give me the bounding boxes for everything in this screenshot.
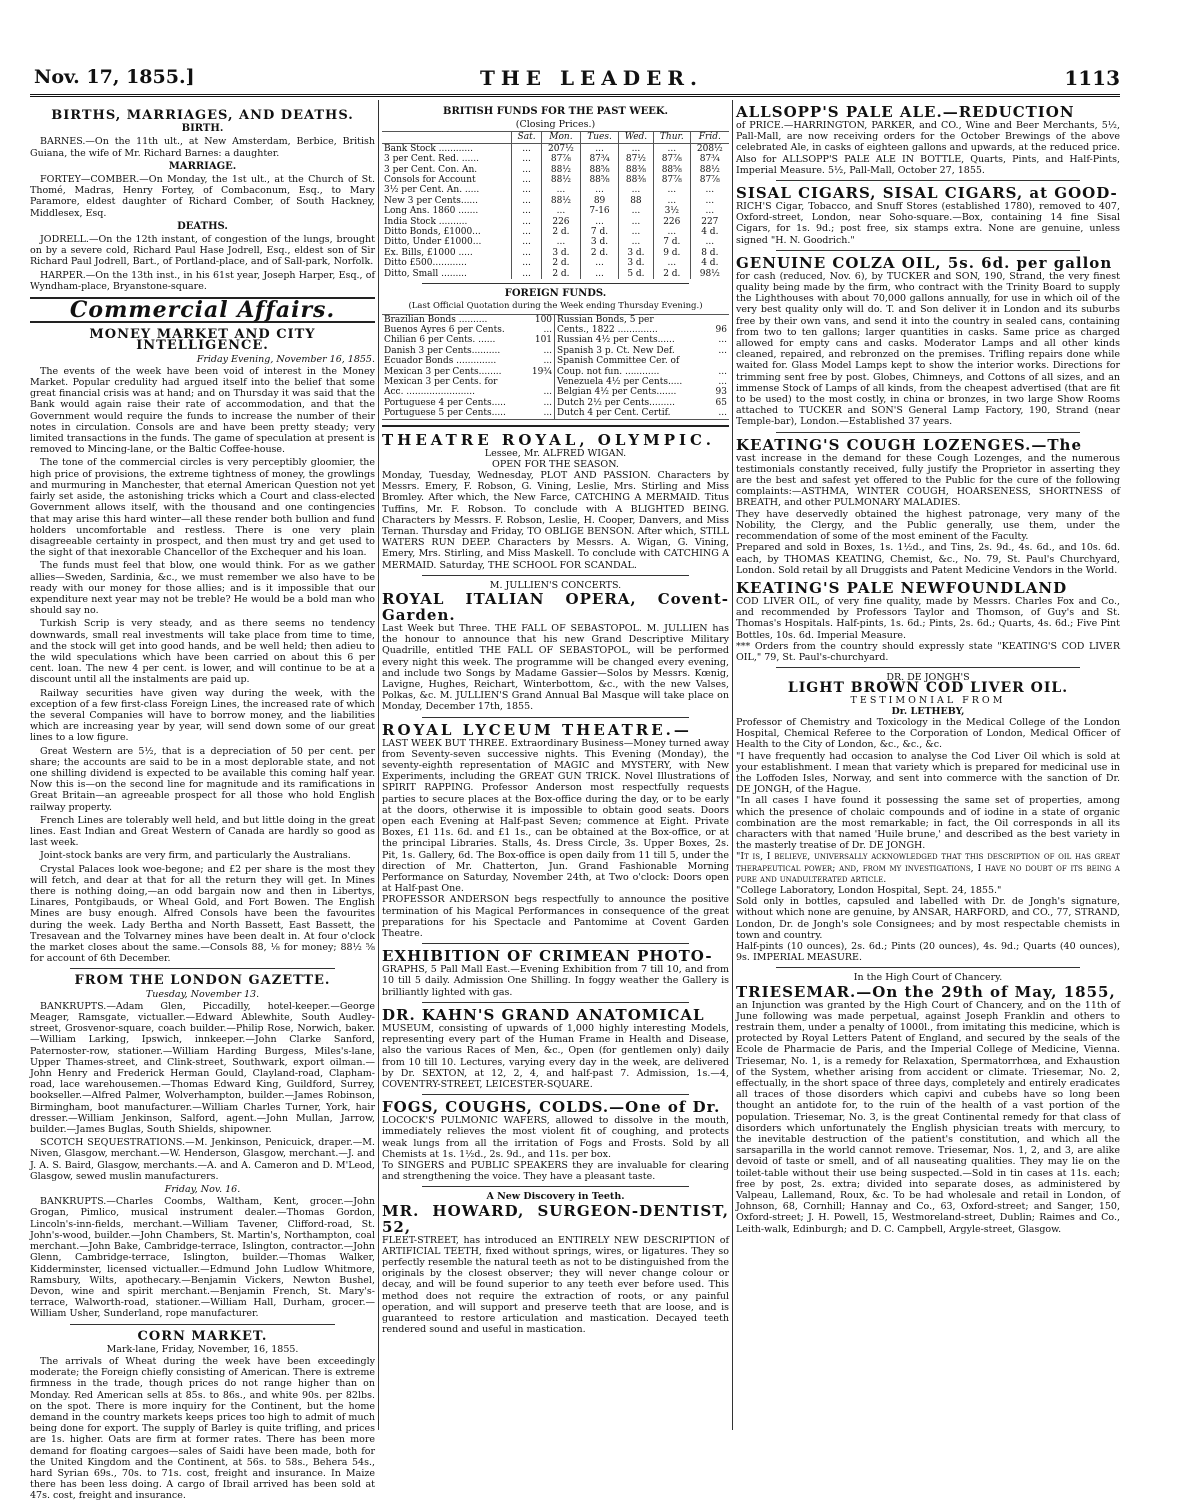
ad-howard [382, 1203, 729, 1336]
ad-text: Half-pints (10 ounces), 2s. 6d.; Pints (20 ounces), 4s. 9d.; Quarts (40 ounces), 9s. IMPERIAL MEASURE. [736, 941, 1120, 964]
ad-olympic [382, 432, 729, 571]
table-cell: Russian Bonds, 5 per [557, 314, 654, 325]
table-cell: ... [653, 143, 690, 154]
table-row [382, 217, 729, 227]
paragraph: The events of the week have been void of interest in the Money Market. Popular credulity had argued itself into the belief that some great financial crisis was at hand; and on Thursday it was said that the Bank would again raise their rate of accommodation, and that the Government would require the funds to increase the number of their notes in circulation. Consols are and have been pretty steady; very limited transactions in the funds. The game of speculation at present is removed to Mincing-lane, or the Baltic Coffee-house. [30, 365, 375, 456]
section-title: BIRTHS, MARRIAGES, AND DEATHS. [51, 108, 354, 123]
divider [776, 432, 1080, 433]
paragraph: The arrivals of Wheat during the week have been exceedingly moderate; the Foreign chiefly consisting of American. There is extreme firmness in the trade, though prices do not range higher than on Monday. Red American sells at 85s. to 86s., and white 90s. per 82lbs. on the spot. There is more inquiry for the Continent, but the home demand in the country markets keeps prices too high to admit of much being done for export. The supply of Barley is quite trifling, and prices are 1s. higher. Oats are firm at former rates. There has been more demand for floating cargoes—sales of Saidi have been made, both for the United Kingdom and the Continent, at 56s. to 58s., Behera 54s., hard Syrian 69s., 70s. to 71s. cost, freight and insurance. In Maize there has been less doing. A cargo of Ibrail arrived has been sold at 47s. cost, freight and insurance. [30, 1355, 375, 1502]
notice: FORTEY—COMBER.—On Monday, the 1st ult., at the Church of St. Thomé, Madras, Henry Fortey, of Combaconum, Esq., to Mary Paramore, eldest daughter of Richard Comber, of South Hackney, Middlesex, Esq. [30, 174, 375, 219]
ad-text: "In all cases I have found it possessing the same set of properties, among which the presence of cholaic compounds and of iodine in a state of organic combination are the most remarkable; in fact, the Oil corresponds in all its characters with that named 'Huile brune,' and described as the best variety in the masterly treatise of Dr. DE JONGH. [736, 795, 1120, 852]
table-cell: 3 d. [618, 258, 653, 268]
header-rule [30, 94, 1120, 97]
table-row [382, 196, 729, 206]
ad-allsopp [736, 104, 1120, 176]
column-left [30, 104, 375, 1504]
table-header-cell: Tues. [581, 132, 619, 143]
table-cell: Brazilian Bonds .......... [384, 314, 488, 325]
table-cell: 3 per Cent. Red. ...... [384, 154, 479, 165]
paragraph: Crystal Palaces look woe-begone; and £2 per share is the most they will fetch, and dear at that for all the return they will get. In Mines there is nothing doing,—an odd bargain now and then in Libertys, Linares, Pontgibauds, or Wheal Gold, and Fort Bowen. The English Mines are busy enough. Alfred Consols have been the favourites during the week. Lady Bertha and North Bassett, East Bassett, the Tresavean and the Tolvarney mines have been dealt in. At four o'clock the market closes about the same.—Consols 88, ⅛ for money; 88½ ⅝ for account of 6th December. [30, 863, 375, 965]
ad-heading: LIGHT BROWN COD LIVER OIL. [787, 680, 1069, 697]
paragraph: Railway securities have given way during the week, with the exception of a few first-class Foreign Lines, the increased rate of which the several Companies will have to borrow money, and the liabilities which are increasing year by year, will send down some of our great lines to a low figure. [30, 687, 375, 744]
table-cell: 100 [528, 314, 555, 325]
paragraph: Turkish Scrip is very steady, and as there seems no tendency downwards, small real investments will take place from time to time, and the stock will get into good hands, and be well held; then adieu to the wild speculations which have been carried on about this 6 per cent. loan. The new 4 per cent. is lower, and will continue to be at a discount until all the instalments are paid up. [30, 618, 375, 686]
table-row [382, 325, 729, 335]
divider [382, 425, 729, 427]
table-cell: ... [653, 196, 690, 206]
table-cell: 227 [690, 217, 729, 227]
table-cell: 88½ [690, 165, 729, 175]
table-cell: 88½ [541, 175, 580, 185]
table-cell: ... [528, 408, 555, 419]
ad-sisal [736, 185, 1120, 246]
ad-opera [382, 591, 729, 713]
dateline: Mark-lane, Friday, November, 16, 1855. [106, 1343, 299, 1355]
table-cell: ... [541, 206, 580, 216]
ad-triesemar [736, 984, 1120, 1235]
table-cell: ... [690, 206, 729, 216]
ad-text: FLEET-STREET, has introduced an ENTIRELY NEW DESCRIPTION of ARTIFICIAL TEETH, fixed without springs, wires, or ligatures. They so perfectly resemble the natural teeth as not to be distinguished from the originals by the closest observer; they will never change colour or decay, and will be found superior to any teeth ever before used. This method does not require the extraction of roots, or any painful operation, and will support and preserve teeth that are loose, and is guaranteed to restore articulation and mastication. Decayed teeth rendered sound and useful in mastication. [382, 1234, 729, 1336]
paragraph: BANKRUPTS.—Charles Coombs, Waltham, Kent, grocer.—John Grogan, Pimlico, musical instrument dealer.—Thomas Gordon, Lincoln's-inn-fields, merchant.—William Tavener, Clifford-road, St. John's-wood, builder.—John Chambers, St. Martin's, Northampton, coal merchant.—John Bake, Cambridge-terrace, Islington, contractor.—John Glenn, Cambridge-terrace, Islington, builder.—Thomas Walker, Kidderminster, licensed victualler.—Edmund John Ludlow Whitmore, Ramsbury, Wilts, apothecary.—Benjamin Vickers, Newton Bushel, Devon, wine and spirit merchant.—Benjamin French, St. Mary's-terrace, Walworth-road, stationer.—William Hall, Durham, grocer.—William Usher, Sunderland, rope manufacturer. [30, 1196, 375, 1320]
table-cell: 88 [618, 196, 653, 206]
table-cell: ... [512, 175, 541, 185]
column-divider [378, 100, 379, 1430]
paragraph: BANKRUPTS.—Adam Glen, Piccadilly, hotel-keeper.—George Meager, Ramsgate, victualler.—Edward Ablewhite, South Audley-street, Grosvenor-square, coach builder.—Philip Rose, Norwich, baker.—William Larking, Ipswich, innkeeper.—John Clarke Sanford, Paternoster-row, stationer.—William Harding Burgess, Miles's-lane, Upper Thames-street, and Clink-street, Southwark, export oilman.—John Henry and Frederick Herman Gould, Clayland-road, Clapham-road, lace warehousemen.—Thomas Edward King, Guildford, Surrey, bookseller.—Alfred Palmer, Wolverhampton, builder.—James Robinson, Birmingham, boot manufacturer.—William Charles Turner, York, hair dresser.—William Jenkinson, Salford, agent.—John Mullan, Jarrow, builder.—James Buglas, South Shields, shipowner. [30, 1000, 375, 1136]
subhead: DEATHS. [177, 220, 228, 232]
table-row [382, 237, 729, 247]
divider [776, 667, 1080, 668]
ad-text: LAST WEEK BUT THREE. Extraordinary Business—Money turned away from Seventy-seven successive nights. This Evening (Monday), the seventy-eighth representation of MAGIC and MYSTERY, with New Experiments, including the GREAT GUN TRICK. Novel Illustrations of SPIRIT RAPPING. Professor Anderson most respectfully requests parties to secure places at the Box-office during the day, or to be early at the doors, otherwise it is impossible to obtain good seats. Doors open each Evening at Half-past Seven; commence at Eight. Private Boxes, £1 11s. 6d. and £1 1s., can be obtained at the Box-office, or at the principal Libraries. Stalls, 4s. Dress Circle, 3s. Upper Boxes, 2s. Pit, 1s. Gallery, 6d. The Box-office is open daily from 11 till 5, under the direction of Mr. Chatterton, Jun. Grand Fashionable Morning Performance on Saturday, November 24th, at Two o'clock: Doors open at Half-past One. [382, 737, 729, 895]
table-cell: Spanish Committee Cer. of [557, 356, 680, 367]
ad-heading: ROYAL ITALIAN OPERA, Covent-Garden. [382, 590, 729, 624]
table-cell: ... [512, 196, 541, 206]
table-cell: ... [653, 185, 690, 195]
table-cell: 87¾ [690, 154, 729, 164]
table-cell: ... [512, 154, 541, 164]
table-cell: 2 d. [653, 269, 690, 279]
table-cell: 3 d. [581, 237, 619, 247]
table-cell: Chilian 6 per Cents. ...... [384, 335, 496, 346]
table-row [382, 206, 729, 216]
table-cell: ... [512, 217, 541, 227]
ad-heading: MR. HOWARD, SURGEON-DENTIST, 52, [382, 1201, 729, 1236]
notice: HARPER.—On the 13th inst., in his 61st year, Joseph Harper, Esq., of Wyndham-place, Bryanstone-square. [30, 269, 375, 292]
table-row [382, 269, 729, 279]
ad-text: Professor of Chemistry and Toxicology in the Medical College of the London Hospital, Chemical Referee to the Corporation of London, Medical Officer of Health to the City of London, &c., &c., &c. [736, 716, 1120, 751]
divider [422, 943, 689, 944]
ad-text: PROFESSOR ANDERSON begs respectfully to announce the positive termination of his Magical Performances in consequence of the great preparations for his Spectacle and Pantomime at Covent Garden Theatre. [382, 894, 729, 940]
table-cell: 8 d. [690, 248, 729, 258]
table-cell: Ditto, Under £1000... [384, 237, 482, 248]
table-cell: 89 [581, 196, 619, 206]
section-title: CORN MARKET. [137, 1328, 268, 1344]
table-cell: Mexican 3 per Cents. for [384, 376, 498, 387]
table-cell: 88⅜ [618, 165, 653, 175]
ad-text: MUSEUM, consisting of upwards of 1,000 highly interesting Models, representing every part of the Human Frame in Health and Disease, also the various Races of Men, &c., Open (for gentlemen only) daily from 10 till 10. Lectures, varying every day in the week, are delivered by Dr. SEXTON, at 12, 2, 4, and half-past 7. Admission, 1s.—4, COVENTRY-STREET, LEICESTER-SQUARE. [382, 1022, 729, 1090]
table-cell: Danish 3 per Cents.......... [384, 345, 501, 356]
table-cell: New 3 per Cents...... [384, 195, 479, 206]
dateline: Friday Evening, November 16, 1855. [196, 353, 375, 365]
table-row [382, 258, 729, 268]
table-cell: ... [581, 143, 619, 154]
table-cell: Acc. ........................ [384, 387, 475, 398]
table-cell: 3 per Cent. Con. An. [384, 164, 478, 175]
table-cell: ... [512, 269, 541, 279]
british-funds-table [382, 131, 729, 279]
ad-text: an Injunction was granted by the High Court of Chancery, and on the 11th of June following was made perpetual, against Joseph Franklin and others to restrain them, under a penalty of 1000l., from imitating this medicine, which is protected by Royal Letters Patent of England, and secured by the seals of the Ecole de Pharmacie de Paris, and the Imperial College of Medicine, Vienna. Triesemar, No. 1, is a remedy for Relaxation, Spermatorrhœa, and Exhaustion of the System, whether arising from accident or climate. Triesemar, No. 2, effectually, in the short space of three days, completely and entirely eradicates all traces of those disorders which capivi and cubebs have so long been thought an antidote for, to the ruin of the health of a vast portion of the population. Triesemar, No. 3, is the great Continental remedy for that class of disorders which unfortunately the English physician treats with mercury, to the inevitable destruction of the patient's constitution, and which all the sarsaparilla in the world cannot remove. Triesemar, Nos. 1, 2, and 3, are alike devoid of taste or smell, and of all nauseating qualities. They may lie on the toilet-table without their use being suspected.—Sold in tin cases at 11s. each; free by post, 2s. extra; divided into separate doses, as administered by Valpeau, Lallemand, Roux, &c. To be had wholesale and retail in London, of Johnson, 68, Cornhill; Hannay and Co., 63, Oxford-street; and Sanger, 150, Oxford-street; J. H. Powell, 15, Westmoreland-street, Dublin; Raimes and Co., Leith-walk, Edinburgh; and D. C. Campbell, Argyle-street, Glasgow. [736, 999, 1120, 1235]
table-cell: ... [690, 237, 729, 247]
table-cell: ... [528, 346, 555, 356]
ad-label: In the High Court of Chancery. [853, 972, 1003, 984]
table-cell: 65 [715, 397, 727, 408]
table-cell: Ex. Bills, £1000 ..... [384, 247, 473, 258]
divider [422, 1186, 689, 1187]
ad-text: for cash (reduced, Nov. 6), by TUCKER and SON, 190, Strand, the very finest quality being made by the firm, who contract with the Trinity Board to supply the Lighthouses with about 70,000 gallons annually, for use in which oil of the very best quality only will do. T. and Son deliver it in London and its suburbs free by their own vans, and send it into the country in sealed cans, containing from two to ten gallons; larger quantities in casks. Same price as charged allowed for empty cans and casks. Moderator Lamps and all other kinds cleaned, repaired, and rebronzed on the premises. Trifling repairs done while waited for. Glass Model Lamps kept to show the interior works. Directions for trimming sent free by post. Globes, Chimneys, and Cottons of all sizes, and an immense Stock of Lamps of all kinds, from the cheapest advertised (that are fit to be used) to the most costly, in china or bronzes, in two large Show Rooms attached to TUCKER and SON'S General Lamp Factory, 190, Strand (near Temple-bar), London.—Established 37 years. [736, 270, 1120, 428]
table-cell: ... [618, 217, 653, 227]
divider [776, 250, 1080, 251]
table-cell: 93 [715, 387, 727, 398]
ad-heading: FOGS, COUGHS, COLDS.—One of Dr. [382, 1098, 721, 1117]
table-cell: ... [541, 237, 580, 247]
table-cell: Cents., 1822 .............. [557, 324, 658, 335]
page-number: 1113 [1064, 66, 1120, 90]
table-cell: 87½ [618, 154, 653, 164]
ad-label: DR. DE JONGH'S [886, 672, 970, 684]
table-cell: 5 d. [618, 269, 653, 279]
ad-line: OPEN FOR THE SEASON. [492, 458, 619, 470]
table-cell: ... [581, 185, 619, 195]
table-cell: 88½ [541, 196, 580, 206]
table-cell: ... [541, 185, 580, 195]
divider [776, 967, 1080, 968]
table-cell: 88½ [541, 165, 580, 175]
table-cell: ... [718, 345, 727, 356]
table-cell: 9 d. [653, 248, 690, 258]
table-cell: ... [528, 398, 555, 408]
ad-text: "College Laboratory, London Hospital, Sept. 24, 1855." [736, 884, 1002, 896]
table-header-cell [382, 132, 512, 143]
table-cell: ... [581, 269, 619, 279]
table-cell: ... [718, 408, 727, 419]
table-cell: 7-16 [581, 206, 619, 216]
paragraph: Great Western are 5½, that is a depreciation of 50 per cent. per share; the accounts are said to be in a most deplorable state, and not one shilling dividend is expected to be available this coming half year. Now this is—on the second line for magnitude and its ramifications in Great Britain—an agreeable prospect for all those who hold English railway property. [30, 745, 375, 813]
table-cell: 3 d. [541, 248, 580, 258]
table-row [382, 175, 729, 185]
table-cell: 226 [653, 217, 690, 227]
table-cell: Ditto, Small ......... [384, 268, 467, 279]
ad-text: Monday, Tuesday, Wednesday, PLOT AND PASSION. Characters by Messrs. Emery, F. Robson, G. Vining, Leslie, Mrs. Stirling and Miss Bromley. After which, the New Farce, CATCHING A MERMAID. Titus Tuffins, Mr. F. Robson. To conclude with A BLIGHTED BEING. Characters by Messrs. F. Robson, Leslie, H. Cooper, Danvers, and Miss Ternan. Thursday and Friday, TO OBLIGE BENSON. After which, STILL WATERS RUN DEEP. Characters by Messrs. A. Wigan, G. Vining, Emery, Mrs. Stirling, and Miss Maskell. To conclude with CATCHING A MERMAID. Saturday, THE SCHOOL FOR SCANDAL. [382, 469, 729, 571]
table-cell: Belgian 4½ per Cents....... [557, 387, 677, 398]
masthead-title: THE LEADER. [480, 66, 703, 90]
table-cell: ... [512, 206, 541, 216]
table-row [382, 387, 729, 397]
commercial-affairs-title: Commercial Affairs. [69, 297, 336, 324]
column-middle [382, 104, 729, 1339]
ad-text: They have deservedly obtained the highest patronage, very many of the Nobility, the Clergy, and the Public generally, use them, under the recommendation of some of the most eminent of the Faculty. [736, 508, 1120, 543]
table-row [382, 356, 729, 366]
table-cell: 3½ [653, 206, 690, 216]
ad-label: M. JULLIEN'S CONCERTS. [489, 579, 622, 591]
notice: JODRELL.—On the 12th instant, of congestion of the lungs, brought on by a severe cold, Richard Paul Hase Jodrell, Esq., eldest son of Sir Richard Paul Jodrell, Bart., of Portland-place, and of Sall-park, Norfolk. [30, 234, 375, 268]
table-cell: Ecuador Bonds .............. [384, 356, 497, 367]
ad-kahn [382, 1007, 729, 1090]
table-cell: Ditto £500............ [384, 258, 467, 269]
table-cell: India Stock .......... [384, 216, 468, 227]
table-cell: ... [690, 196, 729, 206]
ad-heading: GENUINE COLZA OIL, 5s. 6d. per gallon [736, 253, 1113, 272]
table-row [382, 398, 729, 408]
table-header-cell: Sat. [512, 132, 541, 143]
table-cell: Coup. not fun. ............ [557, 366, 660, 377]
ad-label: A New Discovery in Teeth. [486, 1191, 625, 1203]
paragraph: The funds must feel that blow, one would think. For as we gather allies—Sweden, Sardinia, &c., we must remember we also have to be ready with our money for those allies; and is it impossible that our expenditure next year may not be treble? He would be a bold man who should say no. [30, 560, 375, 617]
table-cell: 87⅞ [690, 175, 729, 185]
table-cell: ... [618, 206, 653, 216]
ad-newfoundland [736, 580, 1120, 663]
table-cell: Russian 4½ per Cents...... [557, 335, 675, 346]
table-cell: ... [528, 356, 555, 366]
table-header-cell: Mon. [541, 132, 580, 143]
ad-line: Lessee, Mr. ALFRED WIGAN. [484, 447, 627, 459]
table-cell [705, 356, 729, 366]
ad-heading: ROYAL LYCEUM THEATRE.— [382, 720, 692, 739]
table-header-cell: Wed. [618, 132, 653, 143]
ad-crimean [382, 948, 729, 998]
table-cell: 4 d. [690, 227, 729, 237]
table-row [382, 143, 729, 154]
table-header-cell: Frid. [690, 132, 729, 143]
table-cell: 7 d. [653, 237, 690, 247]
dateline: Friday, Nov. 16. [164, 1184, 241, 1196]
ad-fogs [382, 1099, 729, 1182]
table-cell: ... [512, 143, 541, 154]
divider [70, 1324, 335, 1325]
ad-heading: THEATRE ROYAL, OLYMPIC. [382, 430, 715, 449]
section-title: BRITISH FUNDS FOR THE PAST WEEK. [443, 106, 668, 117]
section-title: MONEY MARKET AND CITY INTELLIGENCE. [89, 327, 316, 354]
notice: BARNES.—On the 11th ult., at New Amsterdam, Berbice, British Guiana, the wife of Mr. Richard Barnes: a daughter. [30, 136, 375, 159]
table-cell: 2 d. [541, 269, 580, 279]
ad-label: Dr. LETHEBY, [891, 705, 965, 717]
ad-text: GRAPHS, 5 Pall Mall East.—Evening Exhibition from 7 till 10, and from 10 till 5 daily. Admission One Shilling. In foggy weather the Gallery is brilliantly lighted with gas. [382, 964, 729, 998]
table-cell: ... [618, 185, 653, 195]
ad-text: LOCOCK'S PULMONIC WAFERS, allowed to dissolve in the mouth, immediately relieves the most violent fit of coughing, and protects weak lungs from all the irritation of Fogs and Frosts. Sold by all Chemists at 1s. 1½d., 2s. 9d., and 11s. per box. [382, 1115, 729, 1160]
divider [422, 283, 689, 284]
table-cell: ... [528, 325, 555, 335]
ad-text: To SINGERS and PUBLIC SPEAKERS they are invaluable for clearing and strengthening the voice. They have a pleasant taste. [382, 1159, 729, 1183]
ad-heading: DR. KAHN'S GRAND ANATOMICAL [382, 1005, 705, 1024]
table-cell: 88⅜ [618, 175, 653, 185]
subtitle: (Last Official Quotation during the Week ending Thursday Evening.) [408, 301, 703, 312]
table-cell: ... [512, 248, 541, 258]
ad-heading: SISAL CIGARS, SISAL CIGARS, at GOOD- [736, 184, 1118, 203]
ad-heading: ALLSOPP'S PALE ALE.—REDUCTION [736, 103, 1075, 121]
table-cell: ... [512, 227, 541, 237]
table-cell: ... [690, 185, 729, 195]
table-cell: Dutch 4 per Cent. Certif. [557, 408, 671, 419]
table-row [382, 314, 729, 325]
table-cell: ... [581, 217, 619, 227]
ad-colza [736, 255, 1120, 428]
table-cell: Venezuela 4½ per Cents..... [557, 376, 683, 387]
table-cell: 96 [715, 324, 727, 335]
table-cell: 2 d. [541, 227, 580, 237]
divider [776, 180, 1080, 181]
section-title: FOREIGN FUNDS. [504, 288, 607, 300]
table-cell: 101 [528, 335, 555, 345]
ad-text: of PRICE.—HARRINGTON, PARKER, and CO., Wine and Beer Merchants, 5½, Pall-Mall, are now receiving orders for the October Brewings of the above celebrated Ale, in casks of eighteen gallons and upwards, at the reduced price. Also for ALLSOPP'S PALE ALE IN BOTTLE, Quarts, Pints, and Half-Pints, Imperial Measure. 5½, Pall-Mall, October 27, 1855. [736, 120, 1120, 176]
paragraph: Joint-stock banks are very firm, and particularly the Australians. [40, 850, 351, 862]
table-row [382, 377, 729, 387]
ad-text: COD LIVER OIL, of very fine quality, made by Messrs. Charles Fox and Co., and recommended by Professors Taylor and Thomson, of Guy's and St. Thomas's Hospitals. Half-pints, 1s. 6d.; Pints, 2s. 6d.; Quarts, 4s. 6d.; Five Pint Bottles, 10s. 6d. Imperial Measure. [736, 595, 1120, 641]
table-cell: 88⅝ [653, 165, 690, 175]
table-row [382, 346, 729, 356]
table-row [382, 408, 729, 419]
table-cell: Mexican 3 per Cents........ [384, 366, 502, 377]
subhead: BIRTH. [181, 123, 224, 135]
table-row [382, 367, 729, 377]
table-cell: Portuguese 5 per Cents..... [384, 408, 506, 419]
table-row [382, 185, 729, 195]
table-row [382, 248, 729, 258]
paragraph: French Lines are tolerably well held, and but little doing in the great lines. East Indian and Great Western of Canada are hardly so good as last week. [30, 814, 375, 849]
table-cell: ... [718, 376, 727, 387]
table-cell: 98½ [690, 269, 729, 279]
ad-heading: KEATING'S COUGH LOZENGES.—The [736, 435, 1083, 454]
ad-text: RICH'S Cigar, Tobacco, and Snuff Stores (established 1780), removed to 407, Oxford-street, London, near Soho-square.—Box, containing 14 fine Sisal Cigars, for 1s. 9d.; post free, six stamps extra. None are genuine, unless signed "H. N. Goodrich." [736, 201, 1120, 246]
table-cell: 208½ [690, 143, 729, 154]
table-cell: ... [653, 258, 690, 268]
ad-text: Last Week but Three. THE FALL OF SEBASTOPOL. M. JULLIEN has the honour to announce that his new Grand Descriptive Military Quadrille, entitled THE FALL OF SEBASTOPOL, will be performed every night this week. The programme will be changed every evening, and include two Songs by Madame Gassier—Solos by Messrs. Kœnig, Lavigne, Hughes, Reichart, Winterbottom, &c., with the new Valses, Polkas, &c. M. JULLIEN'S Grand Annual Bal Masque will take place on Monday, December 17th, 1855. [382, 623, 729, 713]
column-divider [732, 100, 733, 1430]
table-row [382, 227, 729, 237]
ad-label: TESTIMONIAL FROM [850, 694, 1006, 706]
table-cell: 3 d. [618, 248, 653, 258]
table-cell: 226 [541, 217, 580, 227]
table-cell: Dutch 2½ per Cents......... [557, 397, 675, 408]
table-cell: ... [618, 227, 653, 237]
table-cell: ... [512, 258, 541, 268]
table-cell: ... [618, 237, 653, 247]
table-cell: 3½ per Cent. An. ..... [384, 185, 480, 196]
dateline: Tuesday, November 13. [145, 988, 260, 1000]
ad-heading: TRIESEMAR.—On the 29th of May, 1855, [736, 982, 1116, 1001]
section-title: FROM THE LONDON GAZETTE. [74, 973, 331, 989]
divider [422, 1094, 689, 1095]
table-cell: ... [512, 237, 541, 247]
ad-text: Sold only in bottles, capsuled and labelled with Dr. de Jongh's signature, without which none are genuine, by ANSAR, HARFORD, and CO., 77, STRAND, London, Dr. de Jongh's sole Consignees; and by most respectable chemists in town and country. [736, 896, 1120, 941]
ad-lyceum [382, 722, 729, 940]
table-cell: 7 d. [581, 227, 619, 237]
table-cell: Buenos Ayres 6 per Cents. [384, 324, 505, 335]
ad-de-jongh [736, 672, 1120, 963]
paragraph: The tone of the commercial circles is very perceptibly gloomier, the high price of provisions, the extreme tightness of money, the growlings and murmuring in Manchester, that eternal American Question not yet fairly set aside, the astonishing tricks which a Court and class-elected Government allows itself, with the thousand and one contingencies that may arise this hard winter—all these render both bullion and fund holders uncomfortable and restless. There is one very plain disagreeable certainty in prospect, and then must try and get used to the sight of that inexorable Chancellor of the Exchequer and his loan. [30, 457, 375, 559]
table-cell: 88⅝ [581, 165, 619, 175]
table-row [382, 335, 729, 345]
table-cell: Spanish 3 p. Ct. New Def. [557, 345, 675, 356]
ad-text: "I have frequently had occasion to analyse the Cod Liver Oil which is sold at your establishment. I mean that variety which is prepared for medicinal use in the Loffoden Isles, Norway, and sent into commerce with the sanction of Dr. DE JONGH, of the Hague. [736, 750, 1120, 796]
table-header-cell: Thur. [653, 132, 690, 143]
table-cell: ... [581, 258, 619, 268]
issue-date: Nov. 17, 1855.] [34, 66, 195, 88]
table-cell: ... [512, 165, 541, 175]
table-cell: 88⅝ [581, 175, 619, 185]
divider [70, 968, 335, 969]
table-cell: Ditto Bonds, £1000... [384, 227, 481, 238]
table-cell: ... [718, 335, 727, 346]
table-cell: 87⅞ [653, 154, 690, 164]
ad-keating [736, 437, 1120, 576]
divider [422, 717, 689, 718]
table-cell: Long Ans. 1860 ....... [384, 206, 479, 217]
table-row [382, 165, 729, 175]
table-cell: 207½ [541, 143, 580, 154]
table-cell: Bank Stock ............ [384, 143, 473, 154]
foreign-funds-table [382, 314, 729, 420]
ad-text: Prepared and sold in Boxes, 1s. 1½d., and Tins, 2s. 9d., 4s. 6d., and 10s. 6d. each, by THOMAS KEATING, Chemist, &c., No. 79, St. Paul's Churchyard, London. Sold retail by all Druggists and Patent Medicine Vendors in the World. [736, 542, 1120, 576]
table-cell: ... [618, 143, 653, 154]
table-cell: 87⅞ [541, 154, 580, 164]
column-right [736, 104, 1120, 1239]
ad-heading: EXHIBITION OF CRIMEAN PHOTO- [382, 947, 713, 966]
table-cell: 87¾ [581, 154, 619, 164]
table-cell: 19¾ [528, 367, 555, 377]
table-cell: 2 d. [581, 248, 619, 258]
table-cell: ... [653, 227, 690, 237]
table-cell: Portuguese 4 per Cents..... [384, 397, 506, 408]
subhead: MARRIAGE. [168, 160, 237, 172]
ad-heading: KEATING'S PALE NEWFOUNDLAND [736, 578, 1068, 597]
subtitle: (Closing Prices.) [515, 119, 596, 131]
ad-text: "It is, I believe, universally acknowledged that this description of oil has great therapeutical power; and, from my investigations, I have no doubt of its being a pure and unadulterated article. [736, 851, 1120, 885]
ad-text: *** Orders from the country should expressly state "KEATING'S COD LIVER OIL," 79, St. Paul's-churchyard. [736, 640, 1120, 663]
table-row [382, 154, 729, 164]
ad-text: vast increase in the demand for these Cough Lozenges, and the numerous testimonials constantly received, fully justify the Proprietor in asserting they are the best and safest yet offered to the Public for the cure of the following complaints:—ASTHMA, WINTER COUGH, HOARSENESS, SHORTNESS of BREATH, and other PULMONARY MALADIES. [736, 452, 1120, 509]
table-cell [705, 314, 729, 325]
divider [422, 1002, 689, 1003]
table-cell: ... [528, 387, 555, 397]
table-cell: 87⅞ [653, 175, 690, 185]
table-cell [528, 377, 555, 387]
divider [422, 575, 689, 576]
table-cell: 4 d. [690, 258, 729, 268]
table-cell: ... [512, 185, 541, 195]
table-cell: ... [718, 366, 727, 377]
table-cell: Consols for Account [384, 175, 476, 186]
paragraph: SCOTCH SEQUESTRATIONS.—M. Jenkinson, Penicuick, draper.—M. Niven, Glasgow, merchant.—W. Henderson, Glasgow, merchant.—J. and J. A. S. Baird, Glasgow, merchants.—A. and A. Cameron and D. M'Leod, Glasgow, sewed muslin manufacturers. [30, 1137, 375, 1182]
table-cell: 2 d. [541, 258, 580, 268]
page-header [30, 66, 1120, 92]
